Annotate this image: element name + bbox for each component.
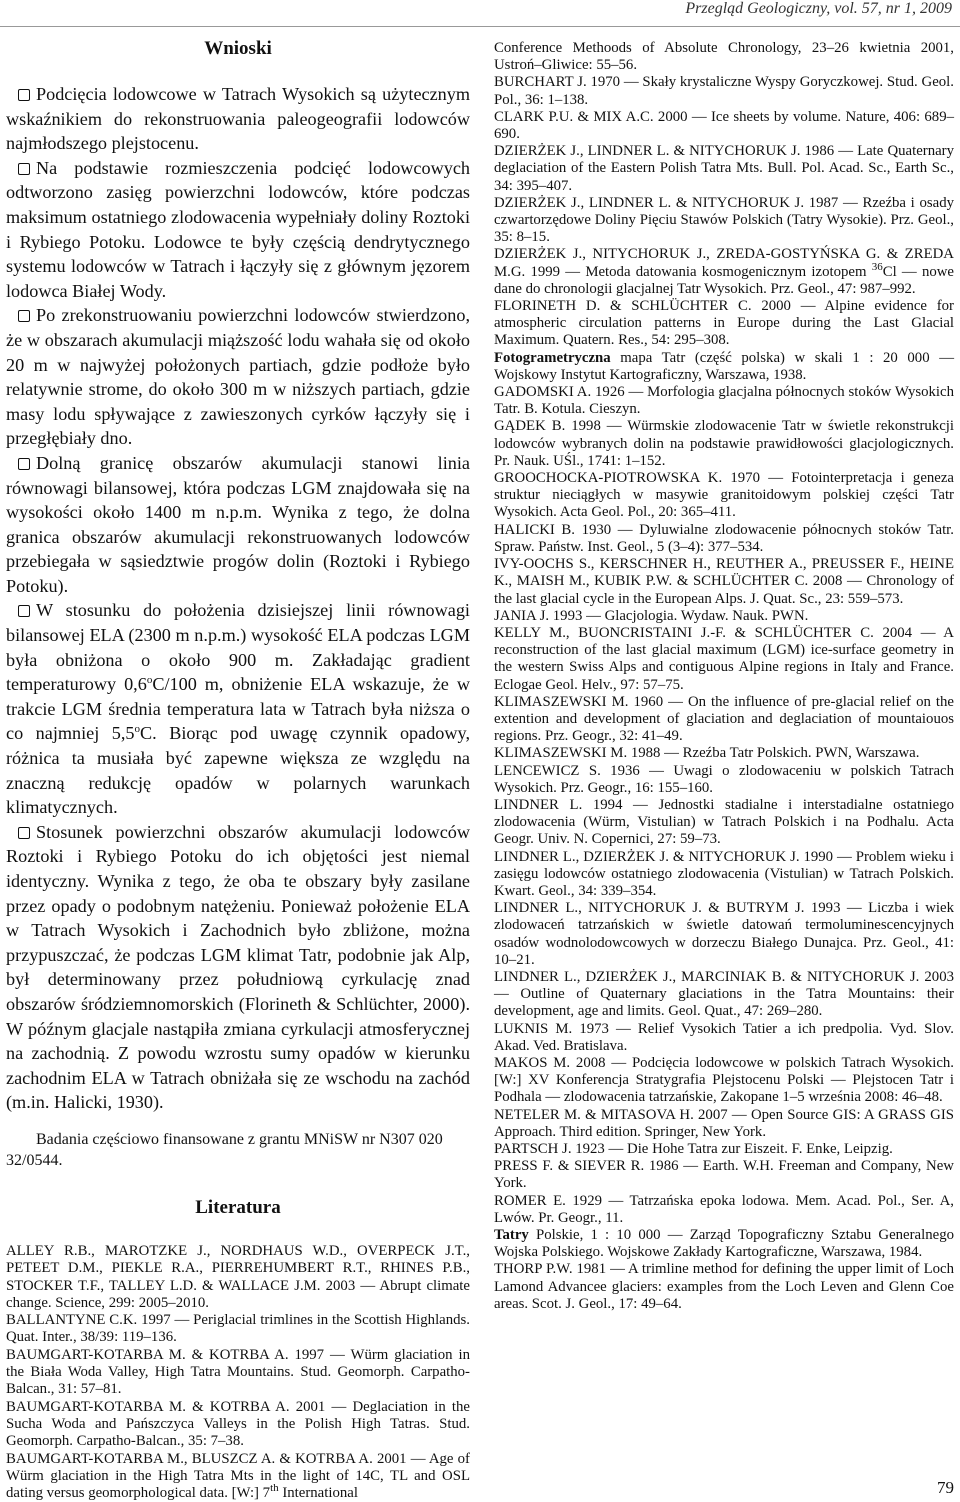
checkbox-bullet-icon [18, 89, 30, 101]
funding-note: Badania częściowo finansowane z grantu MNiSW nr N307 020 32/0544. [6, 1130, 443, 1169]
conclusion-paragraph: W stosunku do położenia dzisiejszej linii równowagi bilansowej ELA (2300 m n.p.m.) wysokość ELA podczas LGM była obniżona o około 900 m. Zakładając gradient temperaturowy 0,6$^o$C/100 m, obniżenie ELA wskazuje, że w trakcie LGM średnia temperatura lata w Tatrach była niższa o co najmniej 5,5$^o$C. Biorąc pod uwagę czynnik opadowy, różnica ta musiała być zapewne większa ze względu na znaczną redukcję opadów w polarnych warunkach klimatycznych. [6, 600, 470, 818]
reference-entry: ROMER E. 1929 — Tatrzańska epoka lodowa. Mem. Acad. Pol., Ser. A, Lwów. Pr. Geogr., 11. [494, 1192, 954, 1226]
reference-entry: MAKOS M. 2008 — Podcięcia lodowcowe w polskich Tatrach Wysokich. [W:] XV Konferencja Stratygrafia Plejstocenu Polski — Plejstocen Tatr i Podhala — zlodowacenia tatrzańskie, Zakopane 1–5 września 2008: 46–48. [494, 1054, 954, 1106]
reference-entry: LUKNIS M. 1973 — Relief Vysokich Tatier a ich predpolia. Vyd. Slov. Akad. Ved. Bratislava. [494, 1020, 954, 1054]
reference-entry: GROOCHOCKA-PIOTROWSKA K. 1970 — Fotointerpretacja i geneza struktur nieciągłych w masywie granitoidowym polskiej części Tatr Wysokich. Acta Geol. Pol., 20: 365–411. [494, 470, 954, 521]
checkbox-bullet-icon [18, 458, 30, 470]
reference-entry: BAUMGART-KOTARBA M., BLUSZCZ A. & KOTRBA A. 2001 — Age of Würm glaciation in the High Tatra Mts in the light of 14C, TL and OSL dating versus geomorphological data. [W:] 7th International [6, 1450, 470, 1502]
reference-entry: DZIERŻEK J., LINDNER L. & NITYCHORUK J. 1987 — Rzeźba i osady czwartorzędowe Doliny Pięciu Stawów Polskich (Tatry Wysokie). Prz. Geol., 35: 8–15. [494, 194, 954, 246]
reference-entry: LINDNER L. 1994 — Jednostki stadialne i interstadialne ostatniego zlodowacenia (Würm, Vistulian) w Tatrach Polskich i na Podhalu. Acta Geogr. Univ. N. Copernici, 27: 59–73. [494, 796, 954, 848]
checkbox-bullet-icon [18, 163, 30, 175]
reference-entry: FLORINETH D. & SCHLÜCHTER C. 2000 — Alpine evidence for atmospheric circulation patterns in Europe during the Last Glacial Maximum. Quatern. Res., 54: 295–308. [494, 298, 954, 349]
reference-entry: CLARK P.U. & MIX A.C. 2000 — Ice sheets by volume. Nature, 406: 689–690. [494, 108, 954, 143]
conclusion-paragraph: Po zrekonstruowaniu powierzchni lodowców stwierdzono, że w obszarach akumulacji miąższość lodu wahała się od około 20 m w najwyżej położonych partiach, gdzie podłoże było relatywnie strome, do około 300 m w niższych partiach, gdzie masy lodu spływające z zawieszonych cyrków łączyły się i przegłębiały dno. [6, 305, 470, 449]
left-column [6, 38, 470, 1502]
header-rule [0, 26, 960, 27]
checkbox-bullet-icon [18, 827, 30, 839]
reference-entry: ALLEY R.B., MAROTZKE J., NORDHAUS W.D., OVERPECK J.T., PETEET D.M., PIEKLE R.A., PIERREHUMBERT R.T., RHINES P.B., STOCKER T.F., TALLEY L.D. & WALLACE J.M. 2003 — Abrupt climate change. Science, 299: 2005–2010. [6, 1242, 470, 1311]
reference-entry: NETELER M. & MITASOVA H. 2007 — Open Source GIS: A GRASS GIS Approach. Third edition. Springer, New York. [494, 1106, 954, 1140]
checkbox-bullet-icon [18, 605, 30, 617]
right-column [494, 40, 954, 1313]
reference-entry: Conference Methoods of Absolute Chronology, 23–26 kwietnia 2001, Ustroń–Gliwice: 55–56. [494, 40, 954, 74]
reference-entry: DZIERŻEK J., LINDNER L. & NITYCHORUK J. 1986 — Late Quaternary deglaciation of the Eastern Polish Tatra Mts. Bull. Pol. Acad. Sc., Earth Sc., 34: 395–407. [494, 143, 954, 194]
journal-header: Przegląd Geologiczny, vol. 57, nr 1, 2009 [685, 0, 952, 17]
reference-entry: HALICKI B. 1930 — Dyluwialne zlodowacenie północnych stoków Tatr. Spraw. Państw. Inst. Geol., 5 (3–4): 377–534. [494, 521, 954, 555]
reference-entry: KLIMASZEWSKI M. 1988 — Rzeźba Tatr Polskich. PWN, Warszawa. [494, 745, 920, 762]
reference-entry: LINDNER L., NITYCHORUK J. & BUTRYM J. 1993 — Liczba i wiek zlodowaceń tatrzańskich w świetle datowań termoluminescencyjnych osadów wodnolodowcowych w dorzeczu Białego Dunajca. Prz. Geol., 41: 10–21. [494, 900, 954, 968]
reference-entry: Tatry Polskie, 1 : 10 000 — Zarząd Topograficzny Sztabu Generalnego Wojska Polskiego. Wojskowe Zakłady Kartograficzne, Warszawa, 1984. [494, 1227, 954, 1261]
reference-entry: BAUMGART-KOTARBA M. & KOTRBA A. 2001 — Deglaciation in the Sucha Woda and Pańszczyca Valleys in the Polish High Tatras. Stud. Geomorph. Carpatho-Balcan., 35: 7–38. [6, 1398, 470, 1450]
reference-entry: BURCHART J. 1970 — Skały krystaliczne Wyspy Goryczkowej. Stud. Geol. Pol., 36: 1–138. [494, 74, 954, 108]
reference-entry: THORP P.W. 1981 — A trimline method for defining the upper limit of Loch Lamond Advancee glaciers: examples from the Loch Leven and Glenn Coe areas. Scot. J. Geol., 17: 49–64. [494, 1261, 954, 1312]
reference-entry: PRESS F. & SIEVER R. 1986 — Earth. W.H. Freeman and Company, New York. [494, 1158, 954, 1192]
reference-entry: JANIA J. 1993 — Glacjologia. Wydaw. Nauk. PWN. [494, 607, 809, 624]
reference-entry: PARTSCH J. 1923 — Die Hohe Tatra zur Eiszeit. F. Enke, Leipzig. [494, 1141, 893, 1157]
conclusion-paragraph: Stosunek powierzchni obszarów akumulacji lodowców Roztoki i Rybiego Potoku do ich objętości jest niemal identyczny. Wynika z tego, że oba te obszary były zasilane przez opady o podobnym natężeniu. Ponieważ położenie ELA w Tatrach Wysokich i Zachodnich było zbliżone, można przypuszczać, że podczas LGM klimat Tatr, podobnie jak Alp, był determinowany przez południową cyrkulację znad obszarów śródziemnomorskich (Florineth & Schlüchter, 2000). W późnym glacjale nastąpiła zmiana cyrkulacji atmosferycznej na zachodnią. Z powodu wzrostu sumy opadów w kierunku zachodnim ELA w Tatrach obniżała się ze wschodu na zachód (m.in. Halicki, 1930). [6, 821, 470, 1113]
reference-entry: BALLANTYNE C.K. 1997 — Periglacial trimlines in the Scottish Highlands. Quat. Inter., 38/39: 119–136. [6, 1312, 470, 1346]
reference-entry: BAUMGART-KOTARBA M. & KOTRBA A. 1997 — Würm glaciation in the Biała Woda Valley, High Tatra Mountains. Stud. Geomorph. Carpatho-Balcan., 31: 57–81. [6, 1346, 470, 1398]
checkbox-bullet-icon [18, 310, 30, 322]
reference-entry: KLIMASZEWSKI M. 1960 — On the influence of pre-glacial relief on the extention and development of glaciation and deglaciation of mountaiouos regions. Prz. Geogr., 32: 41–49. [494, 693, 954, 745]
reference-entry: KELLY M., BUONCRISTAINI J.-F. & SCHLÜCHTER C. 2004 — A reconstruction of the last glacial maximum (LGM) ice-surface geometry in the western Swiss Alps and contiguous Alpine regions in Italy and France. Eclogae Geol. Helv., 97: 57–75. [494, 624, 954, 693]
reference-entry: GĄDEK B. 1998 — Würmskie zlodowacenie Tatr w świetle rekonstrukcji lodowców wybranych dolin na podstawie prawidłowości glacjologicznych. Pr. Nauk. UŚl., 1741: 1–152. [494, 418, 954, 469]
reference-entry: LINDNER L., DZIERŻEK J. & NITYCHORUK J. 1990 — Problem wieku i zasięgu lodowców ostatniego zlodowacenia (Vistulian) w Tatrach Polskich. Kwart. Geol., 34: 339–354. [494, 848, 954, 899]
literature-title: Literatura [195, 1196, 281, 1218]
page-number: 79 [937, 1478, 954, 1497]
conclusions-title: Wnioski [204, 38, 272, 59]
conclusion-paragraph: Podcięcia lodowcowe w Tatrach Wysokich są użytecznym wskaźnikiem do rekonstruowania paleogeografii lodowców najmłodszego plejstocenu. [6, 84, 470, 154]
reference-entry: IVY-OOCHS S., KERSCHNER H., REUTHER A., PREUSSER F., HEINE K., MAISH M., KUBIK P.W. & SCHLÜCHTER C. 2008 — Chronology of the last glacial cycle in the European Alps. J. Quat. Sc., 23: 559–573. [494, 556, 954, 607]
reference-entry: GADOMSKI A. 1926 — Morfologia glacjalna północnych stoków Wysokich Tatr. B. Kotula. Cieszyn. [494, 384, 954, 418]
reference-entry: Fotogrametryczna mapa Tatr (część polska) w skali 1 : 20 000 — Wojskowy Instytut Kartograficzny, Warszawa, 1938. [494, 349, 954, 383]
reference-entry: LENCEWICZ S. 1936 — Uwagi o zlodowaceniu w polskich Tatrach Wysokich. Prz. Geogr., 16: 155–160. [494, 762, 954, 796]
conclusion-paragraph: Na podstawie rozmieszczenia podcięć lodowcowych odtworzono zasięg powierzchni lodowców, które podczas maksimum ostatniego zlodowacenia wypełniały doliny Roztoki i Rybiego Potoku. Lodowce te były częścią dendrytycznego systemu lodowców w Tatrach i łączyły się z głównym jęzorem lodowca Białej Wody. [6, 157, 470, 301]
conclusion-paragraph: Dolną granicę obszarów akumulacji stanowi linia równowagi bilansowej, która podczas LGM znajdowała się na wysokości około 1400 m n.p.m. Wynika z tego, że dolna granica obszarów akumulacji rekonstruowanych lodowców przebiegała w sąsiedztwie progów dolin (Roztoki i Rybiego Potoku). [6, 452, 470, 596]
reference-entry: DZIERŻEK J., NITYCHORUK J., ZREDA-GOSTYŃSKA G. & ZREDA M.G. 1999 — Metoda datowania kosmogenicznym izotopem $^{36}$Cl — nowe dane do chronologii glacjalnej Tatr Wysokich. Prz. Geol., 47: 987–992. [494, 246, 954, 297]
reference-entry: LINDNER L., DZIERŻEK J., MARCINIAK B. & NITYCHORUK J. 2003 — Outline of Quaternary glaciations in the Tatra Mountains: their development, age and limits. Geol. Quat., 47: 269–280. [494, 968, 954, 1020]
